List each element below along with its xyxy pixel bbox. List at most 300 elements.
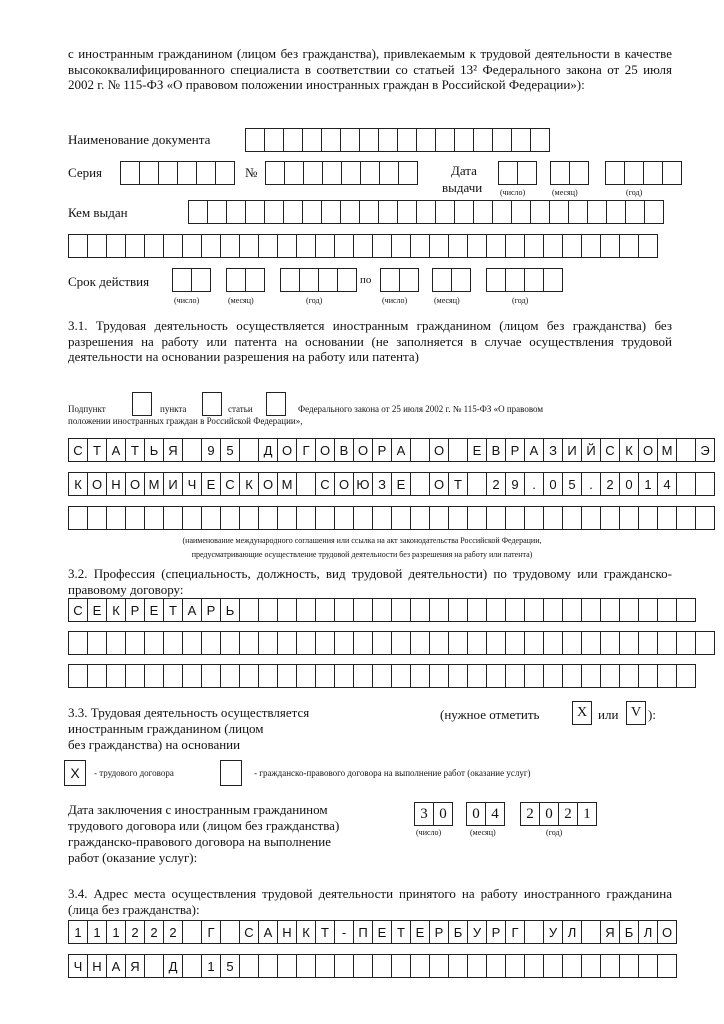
form-cell[interactable] bbox=[182, 664, 202, 688]
form-cell[interactable] bbox=[638, 598, 658, 622]
profession-row-2[interactable] bbox=[68, 631, 714, 655]
form-cell[interactable]: С bbox=[68, 438, 88, 462]
form-cell[interactable]: Ь bbox=[220, 598, 240, 622]
form-cell[interactable] bbox=[284, 161, 304, 185]
form-cell[interactable]: 2 bbox=[125, 920, 145, 944]
form-cell[interactable] bbox=[264, 128, 284, 152]
form-cell[interactable]: Т bbox=[125, 438, 145, 462]
form-cell[interactable] bbox=[353, 631, 373, 655]
form-cell[interactable]: О bbox=[315, 438, 335, 462]
form-cell[interactable] bbox=[125, 631, 145, 655]
form-cell[interactable] bbox=[359, 128, 379, 152]
form-cell[interactable] bbox=[191, 268, 211, 292]
form-cell[interactable] bbox=[473, 200, 493, 224]
issued-by-row-2[interactable] bbox=[68, 234, 657, 258]
form-cell[interactable] bbox=[581, 920, 601, 944]
form-cell[interactable]: 0 bbox=[619, 472, 639, 496]
form-cell[interactable]: Ч bbox=[68, 954, 88, 978]
form-cell[interactable] bbox=[505, 664, 525, 688]
form-cell[interactable] bbox=[372, 598, 392, 622]
form-cell[interactable]: А bbox=[258, 920, 278, 944]
form-cell[interactable] bbox=[638, 954, 658, 978]
form-cell[interactable] bbox=[68, 506, 88, 530]
form-cell[interactable] bbox=[353, 506, 373, 530]
form-cell[interactable]: И bbox=[163, 472, 183, 496]
form-cell[interactable] bbox=[299, 268, 319, 292]
form-cell[interactable] bbox=[619, 506, 639, 530]
form-cell[interactable] bbox=[239, 631, 259, 655]
form-cell[interactable] bbox=[378, 128, 398, 152]
form-cell[interactable] bbox=[467, 506, 487, 530]
form-cell[interactable]: Ч bbox=[182, 472, 202, 496]
form-cell[interactable] bbox=[492, 200, 512, 224]
form-cell[interactable] bbox=[201, 664, 221, 688]
form-cell[interactable] bbox=[372, 954, 392, 978]
form-cell[interactable] bbox=[397, 128, 417, 152]
form-cell[interactable] bbox=[619, 954, 639, 978]
form-cell[interactable] bbox=[315, 506, 335, 530]
form-cell[interactable] bbox=[296, 472, 316, 496]
form-cell[interactable] bbox=[87, 506, 107, 530]
form-cell[interactable] bbox=[562, 631, 582, 655]
form-cell[interactable] bbox=[334, 954, 354, 978]
form-cell[interactable] bbox=[87, 664, 107, 688]
form-cell[interactable]: О bbox=[657, 920, 677, 944]
form-cell[interactable] bbox=[543, 598, 563, 622]
form-cell[interactable]: Р bbox=[429, 920, 449, 944]
form-cell[interactable] bbox=[277, 664, 297, 688]
form-cell[interactable]: О bbox=[125, 472, 145, 496]
form-cell[interactable] bbox=[543, 234, 563, 258]
profession-row-3[interactable] bbox=[68, 664, 695, 688]
form-cell[interactable] bbox=[106, 631, 126, 655]
form-cell[interactable] bbox=[562, 598, 582, 622]
issue-year-row[interactable] bbox=[605, 161, 681, 185]
form-cell[interactable]: М bbox=[657, 438, 677, 462]
form-cell[interactable] bbox=[550, 161, 570, 185]
form-cell[interactable] bbox=[334, 234, 354, 258]
form-cell[interactable] bbox=[524, 920, 544, 944]
form-cell[interactable]: 3 bbox=[414, 802, 434, 826]
form-cell[interactable]: 1 bbox=[68, 920, 88, 944]
form-cell[interactable] bbox=[619, 664, 639, 688]
form-cell[interactable] bbox=[334, 598, 354, 622]
form-cell[interactable]: У bbox=[467, 920, 487, 944]
form-cell[interactable] bbox=[467, 234, 487, 258]
form-cell[interactable] bbox=[524, 664, 544, 688]
form-cell[interactable] bbox=[448, 598, 468, 622]
form-cell[interactable]: Б bbox=[619, 920, 639, 944]
form-cell[interactable] bbox=[172, 268, 192, 292]
subpoint-box[interactable] bbox=[132, 392, 152, 416]
form-cell[interactable] bbox=[239, 954, 259, 978]
form-cell[interactable] bbox=[429, 234, 449, 258]
form-cell[interactable] bbox=[239, 438, 259, 462]
contract-day-row[interactable] bbox=[414, 802, 452, 826]
form-cell[interactable] bbox=[410, 506, 430, 530]
form-cell[interactable]: Й bbox=[581, 438, 601, 462]
form-cell[interactable] bbox=[410, 234, 430, 258]
form-cell[interactable]: 5 bbox=[220, 438, 240, 462]
form-cell[interactable] bbox=[245, 128, 265, 152]
form-cell[interactable]: С bbox=[220, 472, 240, 496]
form-cell[interactable] bbox=[239, 506, 259, 530]
doc-name-row[interactable] bbox=[245, 128, 549, 152]
form-cell[interactable] bbox=[638, 234, 658, 258]
form-cell[interactable] bbox=[277, 954, 297, 978]
form-cell[interactable] bbox=[524, 598, 544, 622]
form-cell[interactable]: 4 bbox=[485, 802, 505, 826]
form-cell[interactable] bbox=[695, 506, 715, 530]
form-cell[interactable] bbox=[486, 598, 506, 622]
form-cell[interactable] bbox=[429, 664, 449, 688]
form-cell[interactable] bbox=[638, 631, 658, 655]
form-cell[interactable] bbox=[543, 664, 563, 688]
form-cell[interactable] bbox=[486, 954, 506, 978]
form-cell[interactable] bbox=[600, 664, 620, 688]
form-cell[interactable]: Р bbox=[372, 438, 392, 462]
form-cell[interactable]: О bbox=[258, 472, 278, 496]
profession-row-1[interactable] bbox=[68, 598, 695, 622]
form-cell[interactable] bbox=[448, 506, 468, 530]
form-cell[interactable] bbox=[657, 598, 677, 622]
form-cell[interactable] bbox=[277, 631, 297, 655]
form-cell[interactable] bbox=[125, 664, 145, 688]
form-cell[interactable]: . bbox=[581, 472, 601, 496]
form-cell[interactable]: М bbox=[277, 472, 297, 496]
form-cell[interactable] bbox=[625, 200, 645, 224]
form-cell[interactable] bbox=[201, 631, 221, 655]
form-cell[interactable]: О bbox=[429, 438, 449, 462]
form-cell[interactable] bbox=[454, 128, 474, 152]
form-cell[interactable]: В bbox=[334, 438, 354, 462]
form-cell[interactable]: Е bbox=[144, 598, 164, 622]
form-cell[interactable] bbox=[505, 598, 525, 622]
form-cell[interactable] bbox=[410, 472, 430, 496]
form-cell[interactable] bbox=[258, 954, 278, 978]
form-cell[interactable] bbox=[416, 128, 436, 152]
form-cell[interactable] bbox=[695, 472, 715, 496]
form-cell[interactable]: Т bbox=[87, 438, 107, 462]
form-cell[interactable] bbox=[334, 664, 354, 688]
form-cell[interactable]: Р bbox=[125, 598, 145, 622]
form-cell[interactable]: А bbox=[106, 438, 126, 462]
form-cell[interactable]: О bbox=[334, 472, 354, 496]
form-cell[interactable] bbox=[182, 438, 202, 462]
form-cell[interactable] bbox=[524, 234, 544, 258]
form-cell[interactable] bbox=[605, 161, 625, 185]
form-cell[interactable] bbox=[695, 631, 715, 655]
form-cell[interactable] bbox=[543, 631, 563, 655]
form-cell[interactable] bbox=[106, 664, 126, 688]
form-cell[interactable] bbox=[163, 664, 183, 688]
form-cell[interactable] bbox=[505, 234, 525, 258]
form-cell[interactable]: Т bbox=[391, 920, 411, 944]
form-cell[interactable] bbox=[517, 161, 537, 185]
form-cell[interactable] bbox=[258, 664, 278, 688]
form-cell[interactable]: 9 bbox=[201, 438, 221, 462]
form-cell[interactable] bbox=[239, 598, 259, 622]
form-cell[interactable]: Ю bbox=[353, 472, 373, 496]
form-cell[interactable] bbox=[321, 128, 341, 152]
form-cell[interactable]: 0 bbox=[539, 802, 559, 826]
form-cell[interactable] bbox=[410, 438, 430, 462]
form-cell[interactable]: 2 bbox=[520, 802, 540, 826]
form-cell[interactable] bbox=[321, 200, 341, 224]
form-cell[interactable]: З bbox=[372, 472, 392, 496]
form-cell[interactable] bbox=[277, 506, 297, 530]
form-cell[interactable]: Ь bbox=[144, 438, 164, 462]
form-cell[interactable] bbox=[448, 631, 468, 655]
form-cell[interactable]: 5 bbox=[220, 954, 240, 978]
form-cell[interactable]: Р bbox=[486, 920, 506, 944]
form-cell[interactable]: 0 bbox=[433, 802, 453, 826]
form-cell[interactable] bbox=[144, 234, 164, 258]
form-cell[interactable]: О bbox=[353, 438, 373, 462]
form-cell[interactable]: Г bbox=[505, 920, 525, 944]
form-cell[interactable]: М bbox=[144, 472, 164, 496]
form-cell[interactable] bbox=[676, 472, 696, 496]
form-cell[interactable]: 1 bbox=[201, 954, 221, 978]
form-cell[interactable] bbox=[353, 664, 373, 688]
form-cell[interactable] bbox=[399, 268, 419, 292]
form-cell[interactable]: П bbox=[353, 920, 373, 944]
form-cell[interactable] bbox=[258, 506, 278, 530]
form-cell[interactable] bbox=[581, 631, 601, 655]
form-cell[interactable] bbox=[657, 631, 677, 655]
form-cell[interactable] bbox=[676, 506, 696, 530]
form-cell[interactable] bbox=[158, 161, 178, 185]
number-row[interactable] bbox=[265, 161, 417, 185]
form-cell[interactable] bbox=[562, 664, 582, 688]
form-cell[interactable] bbox=[280, 268, 300, 292]
form-cell[interactable]: Р bbox=[505, 438, 525, 462]
form-cell[interactable]: Д bbox=[163, 954, 183, 978]
form-cell[interactable] bbox=[600, 631, 620, 655]
form-cell[interactable] bbox=[467, 664, 487, 688]
form-cell[interactable] bbox=[315, 234, 335, 258]
form-cell[interactable]: О bbox=[87, 472, 107, 496]
form-cell[interactable] bbox=[340, 200, 360, 224]
form-cell[interactable] bbox=[277, 234, 297, 258]
form-cell[interactable] bbox=[448, 234, 468, 258]
form-cell[interactable] bbox=[139, 161, 159, 185]
form-cell[interactable] bbox=[334, 631, 354, 655]
valid-from-day-row[interactable] bbox=[172, 268, 210, 292]
form-cell[interactable] bbox=[359, 200, 379, 224]
form-cell[interactable] bbox=[562, 954, 582, 978]
form-cell[interactable] bbox=[296, 506, 316, 530]
form-cell[interactable]: Е bbox=[467, 438, 487, 462]
form-cell[interactable] bbox=[258, 598, 278, 622]
form-cell[interactable]: З bbox=[543, 438, 563, 462]
form-cell[interactable] bbox=[144, 506, 164, 530]
form-cell[interactable] bbox=[435, 128, 455, 152]
form-cell[interactable]: Я bbox=[600, 920, 620, 944]
form-cell[interactable] bbox=[87, 234, 107, 258]
form-cell[interactable] bbox=[264, 200, 284, 224]
form-cell[interactable] bbox=[239, 234, 259, 258]
form-cell[interactable] bbox=[524, 268, 544, 292]
form-cell[interactable]: Н bbox=[277, 920, 297, 944]
form-cell[interactable] bbox=[505, 631, 525, 655]
form-cell[interactable] bbox=[315, 598, 335, 622]
form-cell[interactable] bbox=[391, 506, 411, 530]
form-cell[interactable] bbox=[410, 631, 430, 655]
form-cell[interactable]: О bbox=[638, 438, 658, 462]
form-cell[interactable] bbox=[410, 598, 430, 622]
form-cell[interactable]: Е bbox=[391, 472, 411, 496]
form-cell[interactable]: Р bbox=[201, 598, 221, 622]
form-cell[interactable] bbox=[432, 268, 452, 292]
form-cell[interactable]: - bbox=[334, 920, 354, 944]
form-cell[interactable] bbox=[265, 161, 285, 185]
form-cell[interactable] bbox=[676, 664, 696, 688]
form-cell[interactable] bbox=[524, 631, 544, 655]
form-cell[interactable]: 0 bbox=[466, 802, 486, 826]
form-cell[interactable]: 9 bbox=[505, 472, 525, 496]
form-cell[interactable] bbox=[619, 631, 639, 655]
address-row-1[interactable] bbox=[68, 920, 676, 944]
form-cell[interactable] bbox=[372, 631, 392, 655]
form-cell[interactable] bbox=[530, 128, 550, 152]
form-cell[interactable]: Н bbox=[106, 472, 126, 496]
form-cell[interactable]: 1 bbox=[577, 802, 597, 826]
form-cell[interactable] bbox=[182, 920, 202, 944]
valid-to-day-row[interactable] bbox=[380, 268, 418, 292]
form-cell[interactable]: Е bbox=[87, 598, 107, 622]
form-cell[interactable] bbox=[505, 268, 525, 292]
form-cell[interactable] bbox=[505, 506, 525, 530]
form-cell[interactable]: К bbox=[296, 920, 316, 944]
form-cell[interactable] bbox=[454, 200, 474, 224]
form-cell[interactable]: 1 bbox=[638, 472, 658, 496]
form-cell[interactable] bbox=[258, 234, 278, 258]
form-cell[interactable] bbox=[340, 128, 360, 152]
form-cell[interactable] bbox=[353, 598, 373, 622]
form-cell[interactable] bbox=[144, 664, 164, 688]
form-cell[interactable] bbox=[106, 234, 126, 258]
form-cell[interactable] bbox=[600, 234, 620, 258]
form-cell[interactable] bbox=[125, 506, 145, 530]
form-cell[interactable] bbox=[581, 598, 601, 622]
form-cell[interactable] bbox=[581, 664, 601, 688]
form-cell[interactable] bbox=[581, 506, 601, 530]
form-cell[interactable]: Я bbox=[163, 438, 183, 462]
form-cell[interactable]: К bbox=[106, 598, 126, 622]
form-cell[interactable] bbox=[201, 506, 221, 530]
form-cell[interactable] bbox=[511, 128, 531, 152]
form-cell[interactable] bbox=[283, 200, 303, 224]
form-cell[interactable]: 2 bbox=[163, 920, 183, 944]
form-cell[interactable] bbox=[378, 200, 398, 224]
form-cell[interactable] bbox=[600, 506, 620, 530]
form-cell[interactable]: Я bbox=[125, 954, 145, 978]
form-cell[interactable] bbox=[245, 200, 265, 224]
form-cell[interactable]: 2 bbox=[600, 472, 620, 496]
form-cell[interactable] bbox=[467, 954, 487, 978]
form-cell[interactable] bbox=[451, 268, 471, 292]
form-cell[interactable] bbox=[448, 438, 468, 462]
form-cell[interactable] bbox=[220, 631, 240, 655]
form-cell[interactable] bbox=[486, 506, 506, 530]
form-cell[interactable] bbox=[182, 954, 202, 978]
form-cell[interactable] bbox=[657, 954, 677, 978]
valid-from-month-row[interactable] bbox=[226, 268, 264, 292]
form-cell[interactable] bbox=[486, 268, 506, 292]
form-cell[interactable] bbox=[600, 954, 620, 978]
form-cell[interactable] bbox=[524, 506, 544, 530]
form-cell[interactable]: А bbox=[106, 954, 126, 978]
form-cell[interactable] bbox=[207, 200, 227, 224]
form-cell[interactable] bbox=[498, 161, 518, 185]
form-cell[interactable] bbox=[380, 268, 400, 292]
form-cell[interactable] bbox=[226, 200, 246, 224]
form-cell[interactable] bbox=[302, 128, 322, 152]
form-cell[interactable]: Л bbox=[638, 920, 658, 944]
form-cell[interactable] bbox=[657, 506, 677, 530]
form-cell[interactable] bbox=[391, 598, 411, 622]
form-cell[interactable]: О bbox=[429, 472, 449, 496]
form-cell[interactable] bbox=[239, 664, 259, 688]
form-cell[interactable]: Г bbox=[296, 438, 316, 462]
form-cell[interactable] bbox=[429, 954, 449, 978]
form-cell[interactable] bbox=[505, 954, 525, 978]
form-cell[interactable] bbox=[379, 161, 399, 185]
form-cell[interactable] bbox=[587, 200, 607, 224]
agreement-row-1[interactable] bbox=[68, 438, 714, 462]
labor-contract-checkbox[interactable]: X bbox=[64, 760, 86, 786]
form-cell[interactable] bbox=[196, 161, 216, 185]
form-cell[interactable] bbox=[643, 161, 663, 185]
form-cell[interactable]: 5 bbox=[562, 472, 582, 496]
form-cell[interactable] bbox=[391, 954, 411, 978]
form-cell[interactable] bbox=[644, 200, 664, 224]
contract-year-row[interactable] bbox=[520, 802, 596, 826]
form-cell[interactable] bbox=[182, 631, 202, 655]
form-cell[interactable]: К bbox=[619, 438, 639, 462]
point-box[interactable] bbox=[202, 392, 222, 416]
issued-by-row-1[interactable] bbox=[188, 200, 663, 224]
form-cell[interactable] bbox=[543, 506, 563, 530]
form-cell[interactable] bbox=[416, 200, 436, 224]
form-cell[interactable]: С bbox=[600, 438, 620, 462]
form-cell[interactable] bbox=[511, 200, 531, 224]
form-cell[interactable] bbox=[606, 200, 626, 224]
form-cell[interactable] bbox=[215, 161, 235, 185]
form-cell[interactable] bbox=[258, 631, 278, 655]
form-cell[interactable] bbox=[429, 631, 449, 655]
form-cell[interactable]: У bbox=[543, 920, 563, 944]
form-cell[interactable] bbox=[619, 598, 639, 622]
form-cell[interactable]: Н bbox=[87, 954, 107, 978]
form-cell[interactable]: Б bbox=[448, 920, 468, 944]
form-cell[interactable] bbox=[296, 598, 316, 622]
form-cell[interactable]: С bbox=[315, 472, 335, 496]
form-cell[interactable]: Л bbox=[562, 920, 582, 944]
form-cell[interactable] bbox=[296, 234, 316, 258]
agreement-row-3[interactable] bbox=[68, 506, 714, 530]
form-cell[interactable]: О bbox=[277, 438, 297, 462]
form-cell[interactable] bbox=[177, 161, 197, 185]
series-row[interactable] bbox=[120, 161, 234, 185]
form-cell[interactable] bbox=[410, 954, 430, 978]
form-cell[interactable]: Т bbox=[448, 472, 468, 496]
form-cell[interactable]: А bbox=[391, 438, 411, 462]
form-cell[interactable] bbox=[125, 234, 145, 258]
form-cell[interactable] bbox=[676, 631, 696, 655]
form-cell[interactable] bbox=[353, 234, 373, 258]
